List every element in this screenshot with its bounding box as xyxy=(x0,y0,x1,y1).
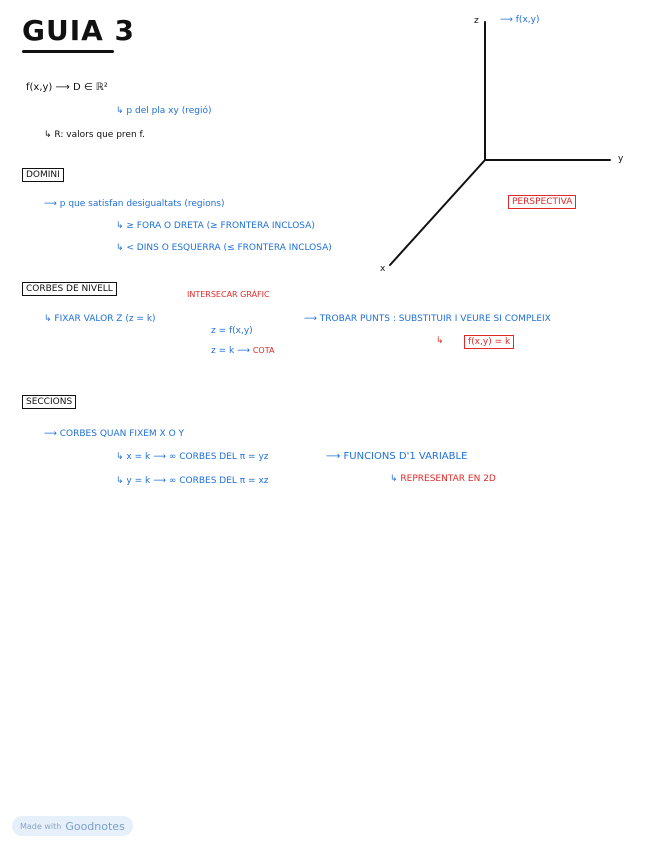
seccions-line-1: ⟶ CORBES QUAN FIXEM X O Y xyxy=(44,429,185,439)
function-definition: f(x,y) ⟶ D ∈ ℝ² xyxy=(26,82,108,93)
axes-diagram xyxy=(370,10,650,285)
cota-label: COTA xyxy=(252,346,275,355)
arrow-icon: ⟶ xyxy=(500,15,516,25)
arrow-icon: ↳ xyxy=(436,336,444,346)
seccions-line-3: ↳ y = k ⟶ ∞ CORBES DEL π = xz xyxy=(116,476,269,486)
arrow-icon: ↳ xyxy=(116,452,127,462)
arrow-icon: ↳ xyxy=(116,476,127,486)
arrow-icon: ⟶ ∞ xyxy=(153,452,180,462)
seccions-heading: SECCIONS xyxy=(22,395,76,409)
arrow-icon: ↳ xyxy=(390,474,401,484)
level-curve-result: f(x,y) = k xyxy=(464,335,514,349)
arrow-icon: ⟶ ∞ xyxy=(153,476,180,486)
perspectiva-label: PERSPECTIVA xyxy=(508,195,576,209)
page-title: GUIA 3 xyxy=(22,14,136,47)
arrow-icon: ⟶ xyxy=(326,451,344,462)
arrow-icon: ↳ xyxy=(44,130,55,140)
goodnotes-badge: Made with Goodnotes xyxy=(12,816,133,836)
intro-line-1: ↳ p del pla xy (regió) xyxy=(116,106,212,116)
domini-line-2: ↳ ≥ FORA O DRETA (≥ FRONTERA INCLOSA) xyxy=(116,221,315,231)
arrow-icon: ↳ xyxy=(116,106,127,116)
goodnotes-brand: Goodnotes xyxy=(65,819,125,833)
result-arrow xyxy=(436,336,444,346)
z-axis-label: z xyxy=(474,16,479,26)
arrow-icon: ↳ xyxy=(116,243,127,253)
x-axis xyxy=(390,160,485,265)
arrow-icon: ↳ xyxy=(44,314,55,324)
seccions-line-2: ↳ x = k ⟶ ∞ CORBES DEL π = yz xyxy=(116,452,269,462)
domini-heading: DOMINI xyxy=(22,168,64,182)
title-underline xyxy=(22,50,114,53)
arrow-icon: ⟶ xyxy=(44,429,60,439)
system-eq-2: z = k ⟶ COTA xyxy=(211,346,275,356)
trobar-punts-line: ⟶ TROBAR PUNTS : SUBSTITUIR I VEURE SI COMPLEIX xyxy=(304,314,551,324)
domini-line-3: ↳ < DINS O ESQUERRA (≤ FRONTERA INCLOSA) xyxy=(116,243,332,253)
arrow-icon: ⟶ xyxy=(304,314,320,324)
fixar-valor-line: ↳ FIXAR VALOR Z (z = k) xyxy=(44,314,156,324)
funcions-line: ⟶ FUNCIONS D'1 VARIABLE xyxy=(326,451,468,462)
system-eq-1: z = f(x,y) xyxy=(211,326,253,336)
arrow-icon: ⟶ xyxy=(44,199,60,209)
domini-line-1: ⟶ p que satisfan desigualtats (regions) xyxy=(44,199,225,209)
corbes-heading: CORBES DE NIVELL xyxy=(22,282,117,296)
intersecar-annotation: INTERSECAR GRÀFIC xyxy=(187,290,270,299)
x-axis-label: x xyxy=(380,264,386,274)
arrow-icon: ↳ xyxy=(116,221,127,231)
representar-line: ↳ REPRESENTAR EN 2D xyxy=(390,474,496,484)
arrow-icon: ⟶ xyxy=(237,346,253,356)
intro-line-2: ↳ R: valors que pren f. xyxy=(44,130,145,140)
z-axis-annotation: ⟶ f(x,y) xyxy=(500,15,540,25)
y-axis-label: y xyxy=(618,154,624,164)
